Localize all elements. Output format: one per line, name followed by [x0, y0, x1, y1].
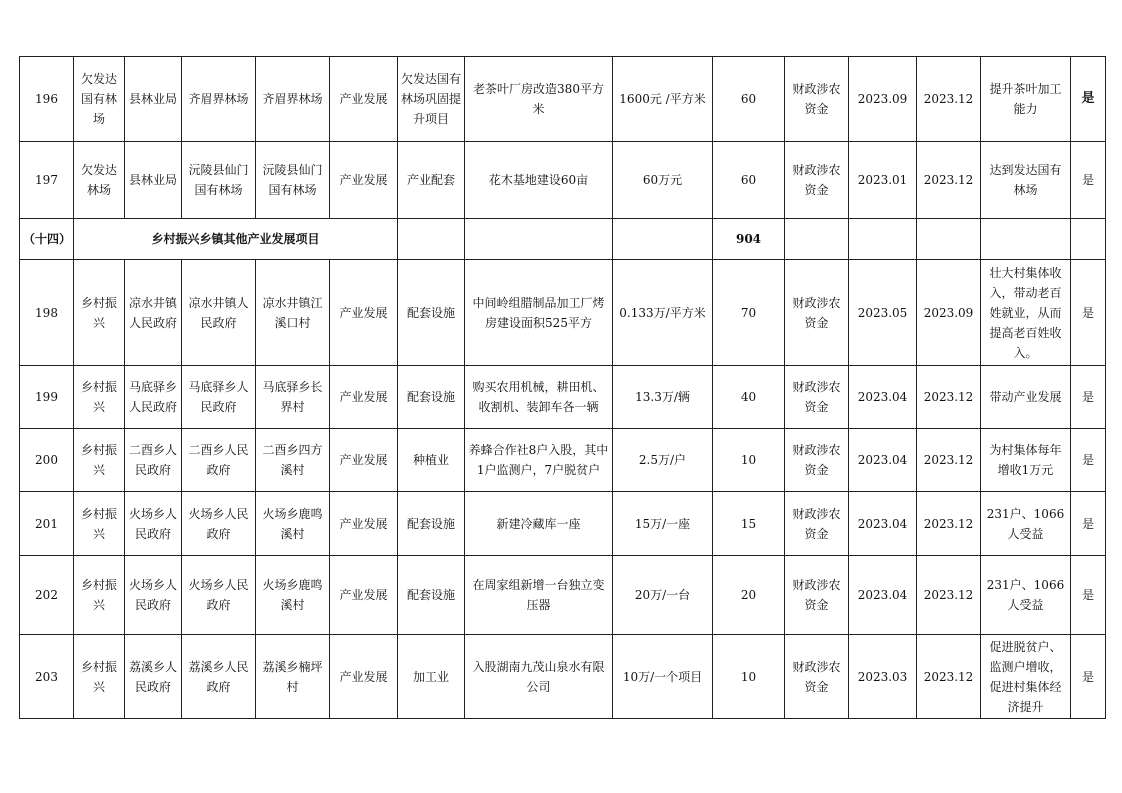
fund-source-cell: 财政涉农资金 [785, 366, 849, 429]
section-title: 乡村振兴乡镇其他产业发展项目 [74, 219, 398, 260]
location-cell: 沅陵县仙门国有林场 [256, 142, 330, 219]
project-subtype-cell: 配套设施 [398, 366, 465, 429]
end-date-cell: 2023.12 [917, 429, 981, 492]
project-subtype-cell: 配套设施 [398, 556, 465, 635]
fund-source-cell: 财政涉农资金 [785, 429, 849, 492]
start-date-cell: 2023.09 [849, 57, 917, 142]
flag-cell: 是 [1071, 429, 1106, 492]
department-cell: 凉水井镇人民政府 [125, 260, 182, 366]
row-number: 199 [20, 366, 74, 429]
project-type-cell: 产业发展 [330, 556, 398, 635]
start-date-cell: 2023.04 [849, 492, 917, 556]
location-cell: 二酉乡四方溪村 [256, 429, 330, 492]
row-number: 203 [20, 635, 74, 719]
implementing-unit-cell: 齐眉界林场 [182, 57, 256, 142]
start-date-cell: 2023.05 [849, 260, 917, 366]
category-cell: 欠发达林场 [74, 142, 125, 219]
end-date-cell: 2023.12 [917, 366, 981, 429]
project-subtype-cell: 配套设施 [398, 492, 465, 556]
department-cell: 荔溪乡人民政府 [125, 635, 182, 719]
empty-cell [465, 219, 613, 260]
project-subtype-cell: 加工业 [398, 635, 465, 719]
category-cell: 乡村振兴 [74, 366, 125, 429]
funds-cell: 60 [713, 57, 785, 142]
funds-cell: 20 [713, 556, 785, 635]
project-type-cell: 产业发展 [330, 142, 398, 219]
empty-cell [1071, 219, 1106, 260]
subsidy-standard-cell: 60万元 [613, 142, 713, 219]
fund-source-cell: 财政涉农资金 [785, 492, 849, 556]
funds-cell: 60 [713, 142, 785, 219]
empty-cell [981, 219, 1071, 260]
category-cell: 乡村振兴 [74, 492, 125, 556]
benefit-cell: 为村集体每年增收1万元 [981, 429, 1071, 492]
implementing-unit-cell: 凉水井镇人民政府 [182, 260, 256, 366]
location-cell: 凉水井镇江溪口村 [256, 260, 330, 366]
project-table [19, 56, 1106, 719]
subsidy-standard-cell: 0.133万/平方米 [613, 260, 713, 366]
flag-cell: 是 [1071, 57, 1106, 142]
department-cell: 县林业局 [125, 142, 182, 219]
funds-cell: 70 [713, 260, 785, 366]
location-cell: 齐眉界林场 [256, 57, 330, 142]
location-cell: 马底驿乡长界村 [256, 366, 330, 429]
department-cell: 火场乡人民政府 [125, 556, 182, 635]
fund-source-cell: 财政涉农资金 [785, 142, 849, 219]
section-heading-row [20, 219, 1106, 260]
benefit-cell: 提升茶叶加工能力 [981, 57, 1071, 142]
empty-cell [613, 219, 713, 260]
empty-cell [785, 219, 849, 260]
implementing-unit-cell: 沅陵县仙门国有林场 [182, 142, 256, 219]
construction-content-cell: 老茶叶厂房改造380平方米 [465, 57, 613, 142]
table-row [20, 260, 1106, 366]
fund-source-cell: 财政涉农资金 [785, 57, 849, 142]
end-date-cell: 2023.12 [917, 492, 981, 556]
project-subtype-cell: 欠发达国有林场巩固提升项目 [398, 57, 465, 142]
category-cell: 乡村振兴 [74, 260, 125, 366]
construction-content-cell: 购买农用机械，耕田机、收割机、装卸车各一辆 [465, 366, 613, 429]
start-date-cell: 2023.04 [849, 366, 917, 429]
funds-cell: 40 [713, 366, 785, 429]
start-date-cell: 2023.03 [849, 635, 917, 719]
benefit-cell: 231户、1066人受益 [981, 556, 1071, 635]
row-number: 196 [20, 57, 74, 142]
project-type-cell: 产业发展 [330, 635, 398, 719]
table-row [20, 492, 1106, 556]
funds-cell: 10 [713, 429, 785, 492]
row-number: 197 [20, 142, 74, 219]
flag-cell: 是 [1071, 142, 1106, 219]
project-subtype-cell: 配套设施 [398, 260, 465, 366]
empty-cell [917, 219, 981, 260]
start-date-cell: 2023.04 [849, 556, 917, 635]
construction-content-cell: 中间岭组腊制品加工厂烤房建设面积525平方 [465, 260, 613, 366]
project-subtype-cell: 产业配套 [398, 142, 465, 219]
department-cell: 火场乡人民政府 [125, 492, 182, 556]
benefit-cell: 231户、1066人受益 [981, 492, 1071, 556]
construction-content-cell: 新建冷藏库一座 [465, 492, 613, 556]
table-row [20, 635, 1106, 719]
project-type-cell: 产业发展 [330, 429, 398, 492]
project-type-cell: 产业发展 [330, 260, 398, 366]
table-row [20, 57, 1106, 142]
subsidy-standard-cell: 13.3万/辆 [613, 366, 713, 429]
funds-cell: 15 [713, 492, 785, 556]
implementing-unit-cell: 火场乡人民政府 [182, 556, 256, 635]
end-date-cell: 2023.09 [917, 260, 981, 366]
section-number: （十四） [20, 219, 74, 260]
category-cell: 乡村振兴 [74, 556, 125, 635]
row-number: 200 [20, 429, 74, 492]
table-row [20, 429, 1106, 492]
benefit-cell: 促进脱贫户、监测户增收，促进村集体经济提升 [981, 635, 1071, 719]
construction-content-cell: 在周家组新增一台独立变压器 [465, 556, 613, 635]
department-cell: 二酉乡人民政府 [125, 429, 182, 492]
empty-cell [849, 219, 917, 260]
subsidy-standard-cell: 2.5万/户 [613, 429, 713, 492]
project-type-cell: 产业发展 [330, 492, 398, 556]
flag-cell: 是 [1071, 260, 1106, 366]
location-cell: 火场乡鹿鸣溪村 [256, 556, 330, 635]
category-cell: 乡村振兴 [74, 429, 125, 492]
location-cell: 火场乡鹿鸣溪村 [256, 492, 330, 556]
section-funds-total: 904 [713, 219, 785, 260]
flag-cell: 是 [1071, 366, 1106, 429]
fund-source-cell: 财政涉农资金 [785, 635, 849, 719]
implementing-unit-cell: 二酉乡人民政府 [182, 429, 256, 492]
implementing-unit-cell: 火场乡人民政府 [182, 492, 256, 556]
table-row [20, 366, 1106, 429]
row-number: 202 [20, 556, 74, 635]
end-date-cell: 2023.12 [917, 57, 981, 142]
row-number: 198 [20, 260, 74, 366]
construction-content-cell: 入股湖南九茂山泉水有限公司 [465, 635, 613, 719]
fund-source-cell: 财政涉农资金 [785, 260, 849, 366]
department-cell: 县林业局 [125, 57, 182, 142]
department-cell: 马底驿乡人民政府 [125, 366, 182, 429]
fund-source-cell: 财政涉农资金 [785, 556, 849, 635]
subsidy-standard-cell: 10万/一个项目 [613, 635, 713, 719]
subsidy-standard-cell: 1600元 /平方米 [613, 57, 713, 142]
category-cell: 乡村振兴 [74, 635, 125, 719]
flag-cell: 是 [1071, 492, 1106, 556]
construction-content-cell: 养蜂合作社8户入股，其中1户监测户，7户脱贫户 [465, 429, 613, 492]
category-cell: 欠发达国有林场 [74, 57, 125, 142]
subsidy-standard-cell: 20万/一台 [613, 556, 713, 635]
location-cell: 荔溪乡楠坪村 [256, 635, 330, 719]
flag-cell: 是 [1071, 635, 1106, 719]
implementing-unit-cell: 荔溪乡人民政府 [182, 635, 256, 719]
project-type-cell: 产业发展 [330, 57, 398, 142]
implementing-unit-cell: 马底驿乡人民政府 [182, 366, 256, 429]
end-date-cell: 2023.12 [917, 635, 981, 719]
table-row [20, 556, 1106, 635]
table-row [20, 142, 1106, 219]
benefit-cell: 达到发达国有林场 [981, 142, 1071, 219]
benefit-cell: 壮大村集体收入，带动老百姓就业，从而提高老百姓收入。 [981, 260, 1071, 366]
project-type-cell: 产业发展 [330, 366, 398, 429]
row-number: 201 [20, 492, 74, 556]
start-date-cell: 2023.04 [849, 429, 917, 492]
end-date-cell: 2023.12 [917, 556, 981, 635]
subsidy-standard-cell: 15万/一座 [613, 492, 713, 556]
construction-content-cell: 花木基地建设60亩 [465, 142, 613, 219]
funds-cell: 10 [713, 635, 785, 719]
start-date-cell: 2023.01 [849, 142, 917, 219]
project-subtype-cell: 种植业 [398, 429, 465, 492]
benefit-cell: 带动产业发展 [981, 366, 1071, 429]
flag-cell: 是 [1071, 556, 1106, 635]
end-date-cell: 2023.12 [917, 142, 981, 219]
empty-cell [398, 219, 465, 260]
